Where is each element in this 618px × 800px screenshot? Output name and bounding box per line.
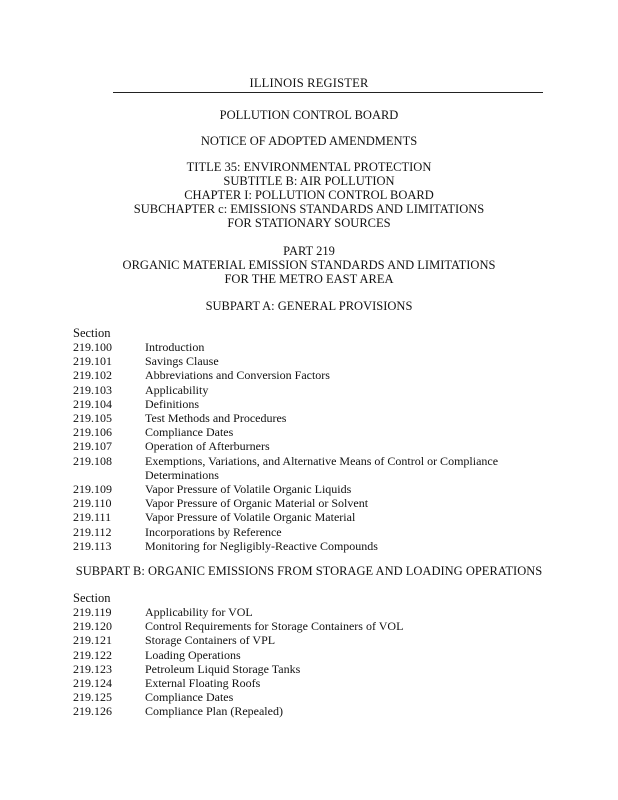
section-title: Abbreviations and Conversion Factors <box>145 368 330 383</box>
section-title: Petroleum Liquid Storage Tanks <box>145 661 301 676</box>
register-title: ILLINOIS REGISTER <box>249 76 369 90</box>
section-label: Section <box>73 591 111 605</box>
subpart-b-heading: SUBPART B: ORGANIC EMISSIONS FROM STORAGE AND LOADING OPERATIONS <box>75 564 543 578</box>
section-title: Vapor Pressure of Volatile Organic Material <box>145 510 356 525</box>
title-heading: TITLE 35: ENVIRONMENTAL PROTECTION <box>186 160 432 174</box>
section-number: 219.104 <box>73 396 112 411</box>
section-title: Exemptions, Variations, and Alternative Means of Control or Compliance <box>145 453 499 468</box>
section-label: Section <box>73 326 111 340</box>
section-number: 219.125 <box>73 690 112 705</box>
section-title: Control Requirements for Storage Containers of VOL <box>145 619 404 634</box>
section-number: 219.102 <box>73 368 112 383</box>
section-title: Applicability <box>145 382 209 397</box>
section-number: 219.111 <box>73 510 112 525</box>
subpart-a-heading: SUBPART A: GENERAL PROVISIONS <box>205 299 413 313</box>
section-number: 219.109 <box>73 482 112 496</box>
section-number: 219.108 <box>73 453 112 468</box>
section-number: 219.110 <box>73 496 112 511</box>
subchapter-heading-line2: FOR STATIONARY SOURCES <box>227 216 391 230</box>
part-heading: PART 219 <box>283 244 335 258</box>
section-number: 219.121 <box>73 633 112 648</box>
section-number: 219.120 <box>73 619 112 634</box>
section-number: 219.101 <box>73 354 112 369</box>
subchapter-heading-line1: SUBCHAPTER c: EMISSIONS STANDARDS AND LIMITATIONS <box>133 202 485 216</box>
section-number: 219.103 <box>73 382 112 397</box>
section-number: 219.107 <box>73 439 112 454</box>
section-title: Savings Clause <box>145 354 219 369</box>
section-title: Vapor Pressure of Volatile Organic Liquids <box>145 482 352 496</box>
section-title: External Floating Roofs <box>145 676 261 690</box>
section-title: Test Methods and Procedures <box>145 411 287 425</box>
section-number: 219.100 <box>73 340 112 354</box>
notice-heading: NOTICE OF ADOPTED AMENDMENTS <box>200 134 418 148</box>
section-title: Loading Operations <box>145 647 241 662</box>
subtitle-heading: SUBTITLE B: AIR POLLUTION <box>223 174 395 188</box>
section-title: Storage Containers of VPL <box>145 633 276 648</box>
section-title: Compliance Dates <box>145 690 234 705</box>
section-number: 219.105 <box>73 411 112 425</box>
section-title: Compliance Plan (Repealed) <box>145 704 283 719</box>
section-number: 219.113 <box>73 538 112 553</box>
section-title: Incorporations by Reference <box>145 524 282 539</box>
section-title: Operation of Afterburners <box>145 439 270 454</box>
section-title: Vapor Pressure of Organic Material or Solvent <box>145 496 369 511</box>
section-title: Definitions <box>145 396 199 411</box>
section-number: 219.112 <box>73 524 112 539</box>
section-title: Monitoring for Negligibly-Reactive Compounds <box>145 538 378 553</box>
part-title-line2: FOR THE METRO EAST AREA <box>224 272 394 286</box>
section-number: 219.126 <box>73 704 112 719</box>
section-number: 219.122 <box>73 647 112 662</box>
section-title-continuation: Determinations <box>145 467 219 482</box>
chapter-heading: CHAPTER I: POLLUTION CONTROL BOARD <box>184 188 434 202</box>
board-heading: POLLUTION CONTROL BOARD <box>219 108 399 122</box>
part-title-line1: ORGANIC MATERIAL EMISSION STANDARDS AND LIMITATIONS <box>122 258 496 272</box>
section-number: 219.106 <box>73 425 112 440</box>
section-number: 219.123 <box>73 661 112 676</box>
section-number: 219.124 <box>73 676 112 690</box>
section-number: 219.119 <box>73 605 112 619</box>
section-title: Introduction <box>145 340 205 354</box>
section-title: Applicability for VOL <box>145 605 253 619</box>
section-title: Compliance Dates <box>145 425 234 440</box>
